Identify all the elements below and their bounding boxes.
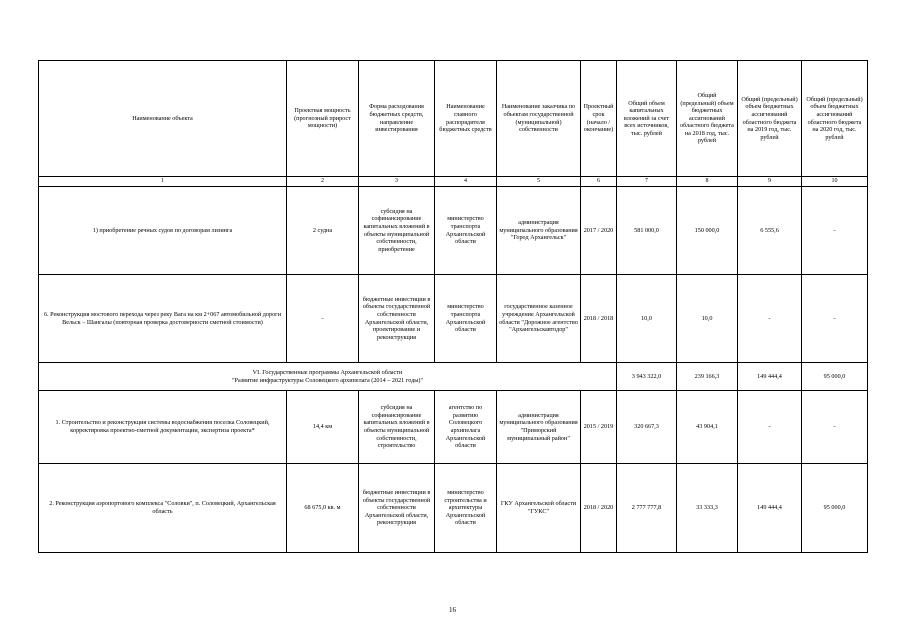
budget-2020: 95 000,0 [802,464,868,553]
header-cell: Проектный срок (начало / окончание) [581,61,617,177]
column-number: 9 [738,177,802,187]
column-number: 2 [287,177,359,187]
header-cell: Общий (предельный) объем бюджетных ассигнований областного бюджета на 2019 год, тыс. рублей [738,61,802,177]
column-number: 6 [581,177,617,187]
budget-manager: министерство строительства и архитектуры Архангельской области [435,464,497,553]
budget-2020: - [802,391,868,464]
section-title [39,363,617,391]
budget-2019: 149 444,4 [738,464,802,553]
customer: администрация муниципального образования "Город Архангельск" [497,187,581,275]
header-cell: Общий (предельный) объем бюджетных ассигнований областного бюджета на 2020 год, тыс. рублей [802,61,868,177]
table-row [39,464,868,553]
header-cell: Наименование объекта [39,61,287,177]
header-cell: Общий (предельный) объем бюджетных ассигнований областного бюджета на 2018 год, тыс. рублей [677,61,738,177]
spending-form: субсидия на софинансирование капитальных вложений в объекты муниципальной собственности, строительство [359,391,435,464]
table-row [39,187,868,275]
budget-2018: 239 166,3 [677,363,738,391]
header-cell: Проектная мощность (прогнозный прирост мощности) [287,61,359,177]
column-number: 5 [497,177,581,187]
project-term: 2015 / 2019 [581,391,617,464]
section-title-line: VI. Государственные программы Архангельской области [252,368,403,376]
investment-table [38,60,868,553]
budget-2020: - [802,275,868,363]
column-number: 4 [435,177,497,187]
table-row [39,275,868,363]
spending-form: бюджетные инвестиции в объекты государственной собственности Архангельской области, реконструкция [359,464,435,553]
object-name: 2. Реконструкция аэропортового комплекса "Соловки", п. Соловецкий, Архангельская область [39,464,287,553]
section-title-line: "Развитие инфраструктуры Соловецкого архипелага (2014 – 2021 годы)" [231,376,424,384]
object-name: 1. Строительство и реконструкция системы водоснабжения поселка Соловецкий, корректировка проектно-сметной документации, экспертиза проекта* [39,391,287,464]
total-investment: 10,0 [617,275,677,363]
total-investment: 581 000,0 [617,187,677,275]
column-number-row [39,177,868,187]
budget-2019: 149 444,4 [738,363,802,391]
project-term: 2018 / 2020 [581,464,617,553]
capacity: 14,4 км [287,391,359,464]
budget-manager: агентство по развитию Соловецкого архипелага Архангельской области [435,391,497,464]
total-investment: 3 943 322,0 [617,363,677,391]
column-number: 1 [39,177,287,187]
project-term: 2018 / 2018 [581,275,617,363]
capacity: 68 675,0 кв. м [287,464,359,553]
capacity: - [287,275,359,363]
object-name: 6. Реконструкция мостового перехода через реку Вага на км 2+067 автомобильной дороги Вельск – Шангалы (повторная проверка достоверности сметной стоимости) [39,275,287,363]
budget-2019: - [738,391,802,464]
section-row [39,363,868,391]
page-number: 16 [449,606,456,614]
budget-2019: 6 555,6 [738,187,802,275]
budget-2018: 43 904,1 [677,391,738,464]
header-cell: Общий объем капитальных вложений за счет всех источников, тыс. рублей [617,61,677,177]
table-header-row [39,61,868,177]
budget-2020: 95 000,0 [802,363,868,391]
header-cell: Наименование главного распорядителя бюджетных средств [435,61,497,177]
header-cell: Форма расходования бюджетных средств, направление инвестирования [359,61,435,177]
header-cell: Наименование заказчика по объектам государственной (муниципальной) собственности [497,61,581,177]
budget-2018: 150 000,0 [677,187,738,275]
budget-2019: - [738,275,802,363]
customer: государственное казенное учреждение Архангельской области "Дорожное агентство "Архангельскавтодор" [497,275,581,363]
customer: ГКУ Архангельской области "ГУКС" [497,464,581,553]
budget-2020: - [802,187,868,275]
object-name: 1) приобретение речных судов по договорам лизинга [39,187,287,275]
total-investment: 320 667,3 [617,391,677,464]
column-number: 10 [802,177,868,187]
project-term: 2017 / 2020 [581,187,617,275]
budget-2018: 33 333,3 [677,464,738,553]
column-number: 3 [359,177,435,187]
column-number: 8 [677,177,738,187]
spending-form: субсидия на софинансирование капитальных вложений в объекты муниципальной собственности, приобретение [359,187,435,275]
budget-2018: 10,0 [677,275,738,363]
budget-manager: министерство транспорта Архангельской области [435,187,497,275]
capacity: 2 судна [287,187,359,275]
column-number: 7 [617,177,677,187]
customer: администрация муниципального образования "Приморский муниципальный район" [497,391,581,464]
table-row [39,391,868,464]
spending-form: бюджетные инвестиции в объекты государственной собственности Архангельской области, проектирование и реконструкция [359,275,435,363]
budget-manager: министерство транспорта Архангельской области [435,275,497,363]
total-investment: 2 777 777,8 [617,464,677,553]
